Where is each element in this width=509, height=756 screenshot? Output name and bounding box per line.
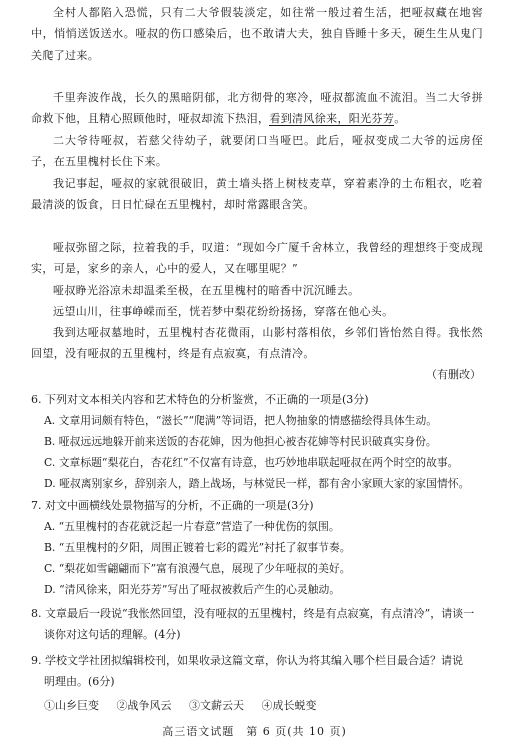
question-6-option-b: B. 哑叔远远地躲开前来送饭的杏花婶，因为他担心被杏花婶等村民识破真实身份。 xyxy=(44,435,437,448)
q9-option-4: ④成长蜕变 xyxy=(261,699,317,712)
passage-paragraph-3: 二大爷待哑叔，若慈父待幼子，就要闭口当哑巴。此后，哑叔变成二大爷的远房侄子，在五里槐村长住下来。 xyxy=(31,134,483,169)
underlined-scenery-text: 看到清风徐来，阳光芬芳 xyxy=(269,112,395,126)
question-9-options xyxy=(44,697,331,715)
question-7-stem: 7. 对文中画横线处景物描写的分析，不正确的一项是(3分) xyxy=(31,499,314,512)
q9-option-1: ①山乡巨变 xyxy=(44,699,99,712)
question-8-line-1: 8. 文章最后一段说“我怅然回望，没有哑叔的五里槐村，终是有点寂寞，有点清冷”，请谈一 xyxy=(31,607,475,620)
passage-paragraph-6: 哑叔睁光浴凉未却温柔至极，在五里槐村的暗香中沉沉睡去。 xyxy=(53,284,360,297)
question-7-option-a: A. “五里槐村的杏花就泛起一片春意”营造了一种优伤的氛围。 xyxy=(44,520,340,533)
q9-option-2: ②战争风云 xyxy=(116,699,172,712)
passage-paragraph-8: 我到达哑叔墓地时，五里槐村杏花微雨，山影村落相依，乡邻们皆怡然自得。我怅然回望，没有哑叔的五里槐村，终是有点寂寞，有点清冷。 xyxy=(31,326,483,361)
question-7-option-d: D. “清风徐来，阳光芬芳”写出了哑叔被救后产生的心灵触动。 xyxy=(44,583,341,596)
passage-paragraph-2 xyxy=(31,87,483,130)
passage-paragraph-7: 远望山川，往事峥嵘而至，恍若梦中梨花纷纷扬扬，穿落在他心头。 xyxy=(53,305,394,318)
question-9-line-2: 明理由。(6分) xyxy=(44,675,115,688)
q9-option-3: ③文薪云天 xyxy=(189,699,244,712)
passage-paragraph-4: 我记事起，哑叔的家就很破旧，黄土墙头搭上树枝麦草，穿着素净的土布粗衣，吃着最清淡的饭食，日日忙碌在五里槐村，却时常露眼含笑。 xyxy=(31,177,483,212)
question-7-option-b: B. “五里槐村的夕阳，周围正镀着七彩的霞光”衬托了叙事节奏。 xyxy=(44,541,351,554)
question-6-option-c: C. 文章标题“梨花白，杏花红”不仅富有诗意，也巧妙地串联起哑叔在两个时空的故事。 xyxy=(44,456,459,469)
source-note: （有删改） xyxy=(426,368,481,381)
question-6-option-d: D. 哑叔离别家乡，辞别亲人，踏上战场，与林觉民一样，都有舍小家顾大家的家国情怀。 xyxy=(44,477,470,490)
passage-paragraph-1: 全村人都陷入恐慌，只有二大爷假装淡定，如往常一般过着生活，把哑叔藏在地窖中，悄悄送饭送水。哑叔的伤口感染后，也不敢请大夫，独自昏睡十多天，硬生生从鬼门关爬了过来。 xyxy=(31,6,483,62)
question-6-option-a: A. 文章用词颇有特色，“滋长”“爬满”等词语，把人物抽象的情感描绘得具体生动。 xyxy=(44,414,438,427)
question-6-stem: 6. 下列对文本相关内容和艺术特色的分析鉴赏，不正确的一项是(3分) xyxy=(31,393,369,406)
p2-text-b: 。 xyxy=(394,112,406,126)
question-9-line-1: 9. 学校文学社团拟编辑校刊，如果收录这篇文章，你认为将其编入哪个栏目最合适？请说 xyxy=(31,654,463,667)
question-8-line-2: 谈你对这句话的理解。(4分) xyxy=(44,628,181,641)
p2-text-a: 千里奔波作战，长久的黑暗阴郁，北方彻骨的寒冷，哑叔都流血不流泪。当二大爷拼命救下他，且精心照顾他时，哑叔却流下热泪， xyxy=(31,91,483,126)
question-7-option-c: C. “梨花如雪翩翩而下”富有浪漫气息，展现了少年哑叔的美好。 xyxy=(44,562,351,575)
page-footer: 高三语文试题 第 6 页(共 10 页) xyxy=(162,725,347,738)
passage-paragraph-5: 哑叔弥留之际，拉着我的手，叹道：“现如今广厦千舍林立，我曾经的理想终于变成现实，可是，家乡的亲人，心中的爱人，又在哪里呢？” xyxy=(31,241,483,276)
